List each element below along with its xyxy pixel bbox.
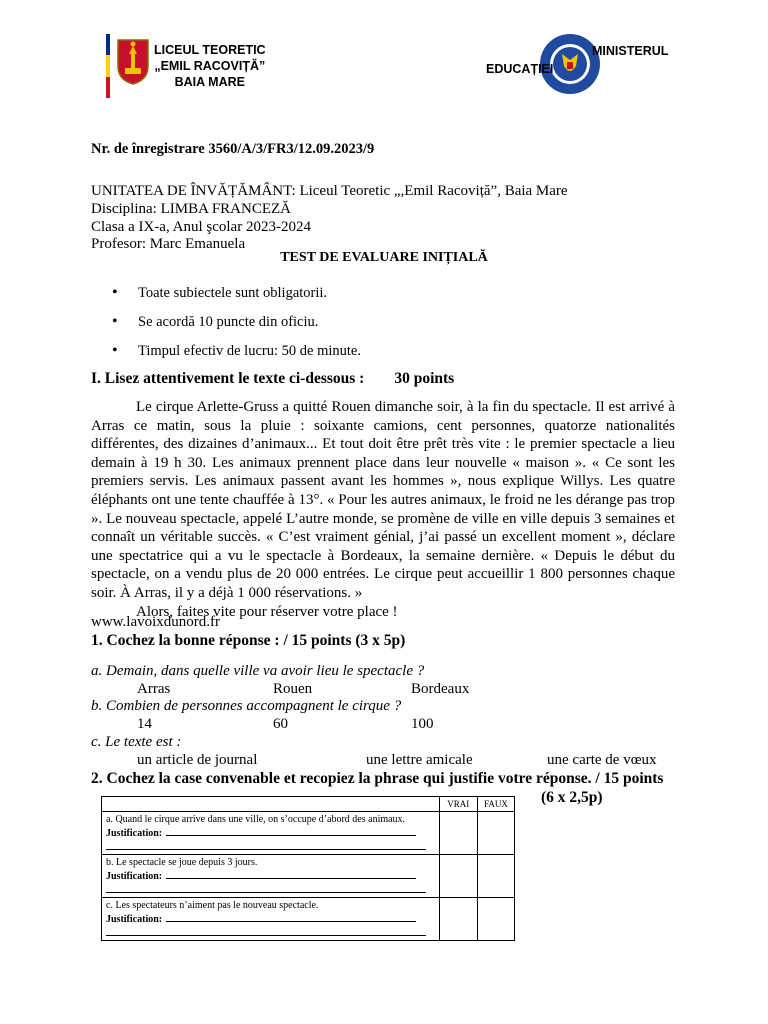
- school-header: [106, 34, 296, 98]
- rules-list: [112, 284, 361, 371]
- city-crest-icon: [116, 38, 150, 86]
- registration-number: Nr. de înregistrare 3560/A/3/FR3/12.09.2023/9: [91, 141, 375, 157]
- q1b-option[interactable]: 100: [411, 716, 434, 732]
- false-column-header: FAUX: [478, 797, 515, 812]
- q1b-option[interactable]: 14: [137, 716, 152, 732]
- class-year: Clasa a IX-a, Anul şcolar 2023-2024: [91, 219, 311, 235]
- romanian-flag-stripe: [106, 34, 110, 98]
- justification-line[interactable]: [106, 869, 435, 884]
- false-checkbox-cell[interactable]: [478, 812, 515, 855]
- table-row: [102, 812, 515, 855]
- false-checkbox-cell[interactable]: [478, 898, 515, 941]
- statement-text: a. Quand le cirque arrive dans une ville, on s’occupe d’abord des animaux.: [106, 814, 406, 825]
- table-row: [102, 855, 515, 898]
- statement-text: c. Les spectateurs n’aiment pas le nouveau spectacle.: [106, 900, 319, 911]
- section1-title: I. Lisez attentivement le texte ci-dessous :: [91, 370, 365, 387]
- justification-label: Justification:: [106, 871, 163, 882]
- justification-line[interactable]: [106, 826, 435, 841]
- school-name-line2: „EMIL RACOVIȚĂ”: [154, 59, 266, 73]
- statement-text: b. Le spectacle se joue depuis 3 jours.: [106, 857, 258, 868]
- statement-cell: [102, 812, 440, 855]
- true-false-table: [101, 796, 515, 941]
- q1c-question: c. Le texte est :: [91, 734, 182, 750]
- q1a-option[interactable]: Rouen: [273, 681, 313, 697]
- section1-points: 30 points: [394, 370, 455, 387]
- q1c-option[interactable]: une lettre amicale: [366, 752, 473, 768]
- true-checkbox-cell[interactable]: [439, 812, 477, 855]
- q2-points: (6 x 2,5p): [541, 789, 603, 806]
- answer-line[interactable]: [106, 884, 426, 893]
- justification-line[interactable]: [106, 912, 435, 927]
- ministry-name-line2: EDUCAȚIEI: [486, 62, 554, 76]
- reading-paragraph: Le cirque Arlette-Gruss a quitté Rouen dimanche soir, à la fin du spectacle. Il est arrivé à Arras ce matin, sous la pluie : soixante camions, cent personnes, quatorze nationalités différentes, des dizaines d’animaux... Et tout doit être prêt très vite : le premier spectacle a lieu demain à 19 h 30. Les animaux prennent place dans leur nouvelle « maison ». « Ce sont les premiers servis. Les animaux passent avant les hommes », nous explique Willys. Les quatre éléphants ont une tente chauffée à 13°. « Pour les autres animaux, le froid ne les dérange pas trop ». Le nouveau spectacle, appelé L’autre monde, se promène de ville en ville depuis 3 semaines et connaît un véritable succès. « C’est vraiment génial, j’ai passé un excellent moment », déclare une spectatrice qui a vu le spectacle à Bordeaux, la semaine dernière. « Depuis le début du spectacle, on a vendu plus de 20 000 entrées. Le cirque peut accueillir 1 800 personnes chaque soir. À Arras, il y a déjà 1 000 réservations. »: [91, 399, 675, 601]
- justification-label: Justification:: [106, 914, 163, 925]
- rule-item: • Toate subiectele sunt obligatorii.: [112, 284, 361, 313]
- discipline: Disciplina: LIMBA FRANCEZĂ: [91, 201, 292, 217]
- q1c-option[interactable]: une carte de vœux: [547, 752, 657, 768]
- q1b-option[interactable]: 60: [273, 716, 288, 732]
- true-column-header: VRAI: [439, 797, 477, 812]
- q1-heading: 1. Cochez la bonne réponse : / 15 points (3 x 5p): [91, 632, 406, 649]
- section1-heading: [91, 370, 454, 388]
- table-row: [102, 898, 515, 941]
- school-name: [154, 42, 266, 90]
- source-url: www.lavoixdunord.fr: [91, 614, 221, 630]
- q1a-option[interactable]: Bordeaux: [411, 681, 470, 697]
- justification-label: Justification:: [106, 828, 163, 839]
- school-name-line3: BAIA MARE: [174, 75, 245, 89]
- q1c-option[interactable]: un article de journal: [137, 752, 258, 768]
- q1a-option[interactable]: Arras: [137, 681, 171, 697]
- false-checkbox-cell[interactable]: [478, 855, 515, 898]
- ministry-header: [480, 32, 680, 92]
- statement-cell: [102, 898, 440, 941]
- q2-heading: 2. Cochez la case convenable et recopiez la phrase qui justifie votre réponse. / 15 points: [91, 770, 664, 787]
- reading-closing: Alors, faites vite pour réserver votre place !: [136, 603, 398, 620]
- table-header-row: [102, 797, 515, 812]
- true-checkbox-cell[interactable]: [439, 898, 477, 941]
- rule-item: • Se acordă 10 puncte din oficiu.: [112, 313, 361, 342]
- true-checkbox-cell[interactable]: [439, 855, 477, 898]
- test-title: TEST DE EVALUARE INIȚIALĂ: [280, 250, 488, 265]
- answer-line[interactable]: [106, 927, 426, 936]
- q1b-question: b. Combien de personnes accompagnent le cirque ?: [91, 698, 402, 714]
- rule-item: • Timpul efectiv de lucru: 50 de minute.: [112, 342, 361, 371]
- ministry-name-line1: MINISTERUL: [592, 44, 669, 58]
- school-name-line1: LICEUL TEORETIC: [154, 43, 266, 57]
- statement-cell: [102, 855, 440, 898]
- answer-line[interactable]: [106, 841, 426, 850]
- teacher: Profesor: Marc Emanuela: [91, 236, 246, 252]
- school-unit: UNITATEA DE ÎNVĂȚĂMÂNT: Liceul Teoretic „,Emil Racoviță”, Baia Mare: [91, 183, 568, 199]
- statement-column-header: [102, 797, 440, 812]
- reading-text: [91, 398, 675, 621]
- q1a-question: a. Demain, dans quelle ville va avoir lieu le spectacle ?: [91, 663, 425, 679]
